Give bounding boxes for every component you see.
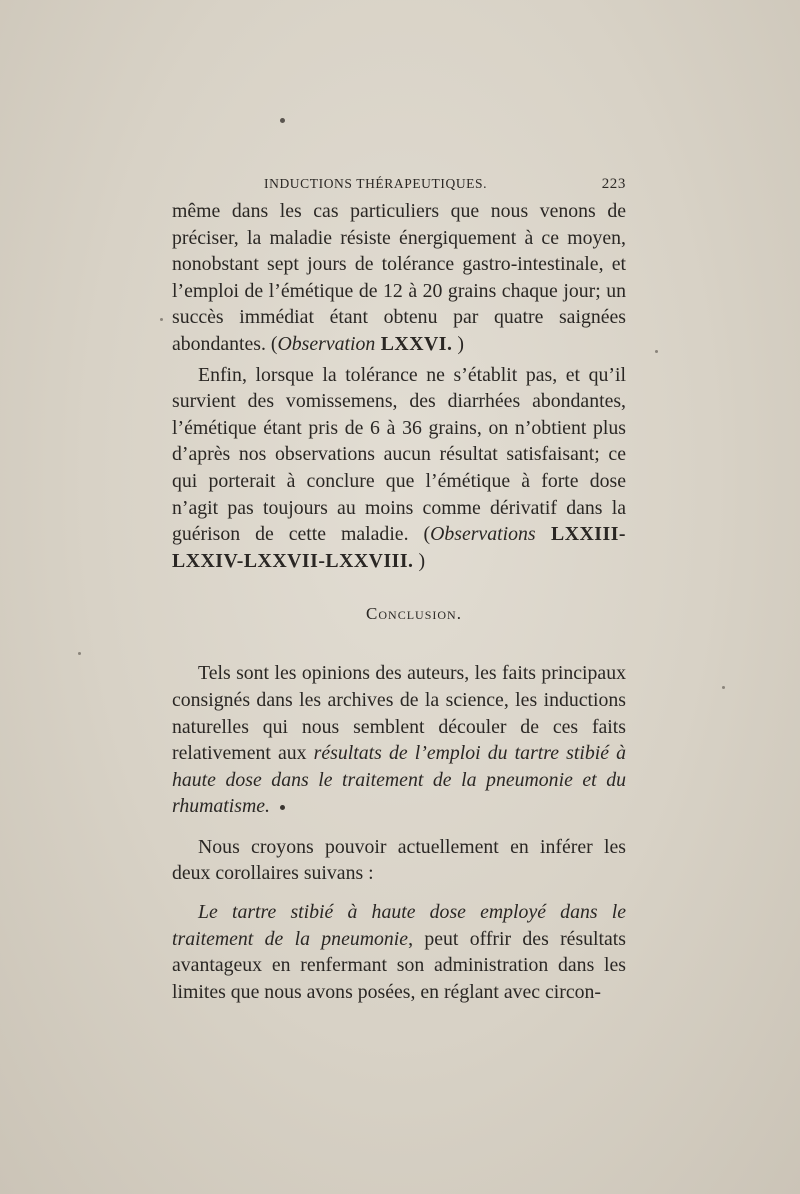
ink-dot [280,805,285,810]
running-head-title: INDUCTIONS THÉRAPEUTIQUES. [264,176,488,191]
paragraph-2-text: Enfin, lorsque la tolérance ne s’établit pas, et qu’il survient des vomissemens, des diarrhées abondantes, l’émétique étant pris de 6 à 36 grains, on n’obtient plus d’après nos observations aucun résultat satisfaisant; ce qui porterait à conclure que l’émétique à forte dose n’agit pas toujours au moins comme dérivatif dans la guérison de cette maladie. ( [172,363,626,546]
paper-speck [280,118,285,123]
page-number: 223 [601,176,626,192]
paragraph-5-italic: Le tartre stibié à haute dose employé dans le traitement de la pneumonie [172,901,626,950]
page-text [172,170,626,1005]
paragraph-1-text: même dans les cas particuliers que nous venons de préciser, la maladie résiste énergiquement à ce moyen, nonobstant sept jours de tolérance gastro-intestinale, et l’emploi de l’émétique de 12 à 20 grains chaque jour; un succès immédiat étant obtenu par quatre saignées abondantes. ( [172,200,626,355]
reference-close: ) [413,549,426,572]
paragraph-3 [172,660,626,820]
observations-numbers: LXXIII-LXXIV-LXXVII-LXXVIII. [172,523,626,572]
paragraph-5-text: , peut offrir des résultats avantageux en renfermant son administration dans les limites que nous avons posées, en réglant avec circon- [172,927,627,1003]
paragraph-5 [172,899,626,1005]
paper-speck [655,350,658,353]
paragraph-3-text: Tels sont les opinions des auteurs, les faits principaux consignés dans les archives de la science, les inductions naturelles qui nous semblent découler de ces faits relativement aux [172,662,626,765]
reference-close: ) [452,332,464,355]
paragraph-2 [172,362,626,575]
paragraph-3-italic: résultats de l’emploi du tartre stibié à haute dose dans le traitement de la pneumonie et du rhumatisme. [172,742,626,818]
paper-speck [78,652,81,655]
observation-number: LXXVI. [375,332,453,355]
section-heading: Conclusion. [366,604,462,624]
paper-speck [160,318,163,321]
observation-reference: Observation [277,332,376,355]
paragraph-1 [172,198,626,358]
paragraph-4: Nous croyons pouvoir actuellement en inférer les deux corollaires suivans : [172,835,626,885]
paper-speck [722,686,725,689]
running-head [172,170,626,198]
observations-reference: Observations [430,523,536,546]
